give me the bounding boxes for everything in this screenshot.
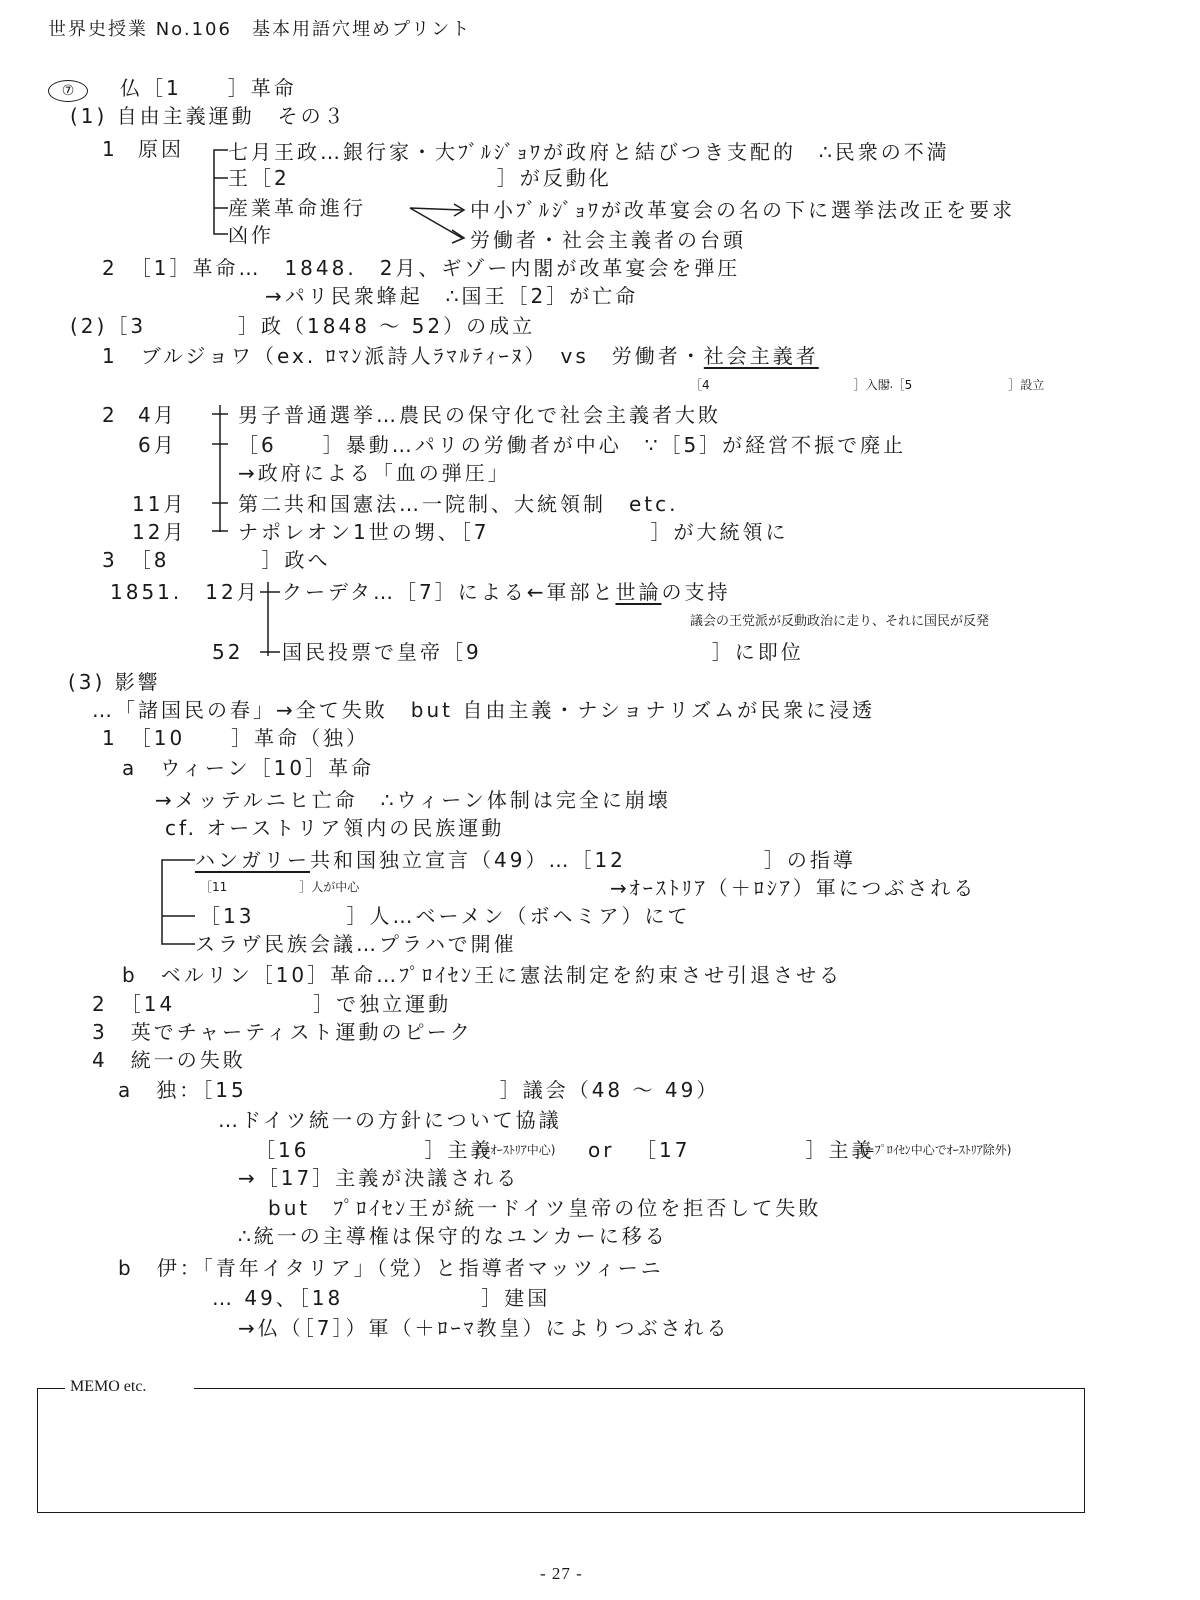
item-2-line: 2 ［1］革命… 1848. 2月、ギゾー内閣が改革宴会を弾圧 <box>102 256 741 280</box>
side-note: (=ｵｰｽﾄﾘｱ中心) <box>476 1143 556 1157</box>
influence-item: 4 統一の失敗 <box>92 1048 246 1072</box>
cause-item: 産業革命進行 <box>228 196 366 220</box>
item-2-line: →パリ民衆蜂起 ∴国王［2］が亡命 <box>265 284 639 308</box>
timeline-month: 6月 <box>138 433 177 457</box>
section-number-marker: ⑦ <box>48 80 88 102</box>
influence-item: →仏（［7］）軍（＋ﾛｰﾏ教皇）によりつぶされる <box>238 1316 730 1340</box>
cause-label: 原因 <box>138 137 184 161</box>
influence-item: →ｵｰｽﾄﾘｱ（＋ﾛｼｱ）軍につぶされる <box>610 876 977 900</box>
timeline-month: 12月 <box>132 520 187 544</box>
influence-item: 2 ［14 ］で独立運動 <box>92 992 452 1016</box>
subsection-1-heading: (1) 自由主義運動 その３ <box>70 104 347 128</box>
item-2-number: 2 <box>102 403 118 427</box>
item-3-heading: 3 ［8 ］政へ <box>102 548 331 572</box>
influence-intro: …「諸国民の春」→全て失敗 but 自由主義・ナショナリズムが民衆に浸透 <box>92 698 876 722</box>
item-1-line: 1 ブルジョワ（ex. ﾛﾏﾝ派詩人ﾗﾏﾙﾃｨｰﾇ） vs 労働者・社会主義者 <box>102 344 819 368</box>
section-heading: 仏［1 ］革命 <box>120 76 297 100</box>
arrowhead <box>452 230 464 243</box>
influence-item: →［17］主義が決議される <box>238 1166 520 1190</box>
influence-item: a 独：［15 ］議会（48 ～ 49） <box>118 1078 720 1102</box>
influence-item: ［16 ］主義 <box>255 1138 494 1162</box>
subsection-3-heading: (3) 影響 <box>68 670 161 694</box>
influence-item: 1 ［10 ］革命（独） <box>102 726 370 750</box>
arrowhead <box>454 204 464 216</box>
side-note: 議会の王党派が反動政治に走り、それに国民が反発 <box>690 614 990 629</box>
subsection-2-heading: (2)［3 ］政（1848 ～ 52）の成立 <box>70 314 536 338</box>
effect-item: 労働者・社会主義者の台頭 <box>470 228 746 252</box>
timeline-text: 男子普通選挙…農民の保守化で社会主義者大敗 <box>238 403 721 427</box>
underlined-term: 社会主義者 <box>703 344 819 368</box>
timeline-text: ナポレオン1世の甥、［7 ］が大統領に <box>238 520 789 544</box>
timeline-text: 第二共和国憲法…一院制、大統領制 etc. <box>238 492 679 516</box>
page-number: - 27 - <box>540 1564 583 1583</box>
effect-item: 中小ﾌﾞﾙｼﾞｮﾜが改革宴会の名の下に選挙法改正を要求 <box>470 198 1015 222</box>
timeline-text: →政府による「血の弾圧」 <box>238 461 511 485</box>
hungary-line: ハンガリー共和国独立宣言（49）…［12 ］の指導 <box>195 848 856 872</box>
memo-label: MEMO etc. <box>70 1378 147 1395</box>
cause-item: 王［2 ］が反動化 <box>228 166 612 190</box>
influence-item: b 伊：「青年イタリア」（党）と指導者マッツィーニ <box>118 1256 664 1280</box>
blank-note: ∴［5 ］設立 <box>885 378 1045 392</box>
arrow-line <box>410 208 462 210</box>
cause-item: 七月王政…銀行家・大ﾌﾞﾙｼﾞｮﾜが政府と結びつき支配的 ∴民衆の不満 <box>228 140 950 164</box>
underlined-term: ハンガリー <box>195 848 310 872</box>
influence-item: but ﾌﾟﾛｲｾﾝ王が統一ドイツ皇帝の位を拒否して失敗 <box>268 1196 822 1220</box>
influence-item: b ベルリン［10］革命…ﾌﾟﾛｲｾﾝ王に憲法制定を約束させ引退させる <box>122 963 843 987</box>
influence-item: …ドイツ統一の方針について協議 <box>218 1108 562 1132</box>
influence-item: cf. オーストリア領内の民族運動 <box>165 816 505 840</box>
timeline-month: 4月 <box>138 403 177 427</box>
influence-item: … 49、［18 ］建国 <box>212 1286 551 1310</box>
side-note: (=ﾌﾟﾛｲｾﾝ中心でｵｰｽﾄﾘｱ除外) <box>860 1143 1012 1157</box>
influence-item: 3 英でチャーティスト運動のピーク <box>92 1020 473 1044</box>
cause-number: 1 <box>102 137 118 161</box>
blank-note: ［11 ］人が中心 <box>200 880 360 894</box>
cause-item: 凶作 <box>228 223 274 247</box>
memo-area[interactable] <box>37 1388 1085 1513</box>
timeline-year: 52 <box>212 640 244 664</box>
timeline-text: ［6 ］暴動…パリの労働者が中心 ∵［5］が経営不振で廃止 <box>238 433 907 457</box>
underlined-term: 世論 <box>615 580 662 604</box>
influence-item: スラヴ民族会議…プラハで開催 <box>195 932 517 956</box>
influence-item: ［17 ］主義 <box>636 1138 875 1162</box>
timeline-month: 11月 <box>132 492 187 516</box>
cause-tree-line <box>214 150 228 234</box>
vote-line: 国民投票で皇帝［9 ］に即位 <box>282 640 804 664</box>
coup-line: クーデタ…［7］による←軍部と世論の支持 <box>282 580 731 604</box>
influence-item: →メッテルニヒ亡命 ∴ウィーン体制は完全に崩壊 <box>155 788 671 812</box>
influence-item: a ウィーン［10］革命 <box>122 756 375 780</box>
arrow-line <box>410 208 462 238</box>
influence-item: or <box>588 1138 615 1162</box>
bracket-line <box>162 860 195 944</box>
influence-item: ［13 ］人…ベーメン（ボヘミア）にて <box>200 904 691 928</box>
timeline-year: 1851. 12月 <box>110 580 260 604</box>
page-title: 世界史授業 No.106 基本用語穴埋めプリント <box>48 19 472 40</box>
blank-note: ［4 ］入閣 <box>690 378 890 392</box>
influence-item: ∴統一の主導権は保守的なユンカーに移る <box>238 1224 668 1248</box>
